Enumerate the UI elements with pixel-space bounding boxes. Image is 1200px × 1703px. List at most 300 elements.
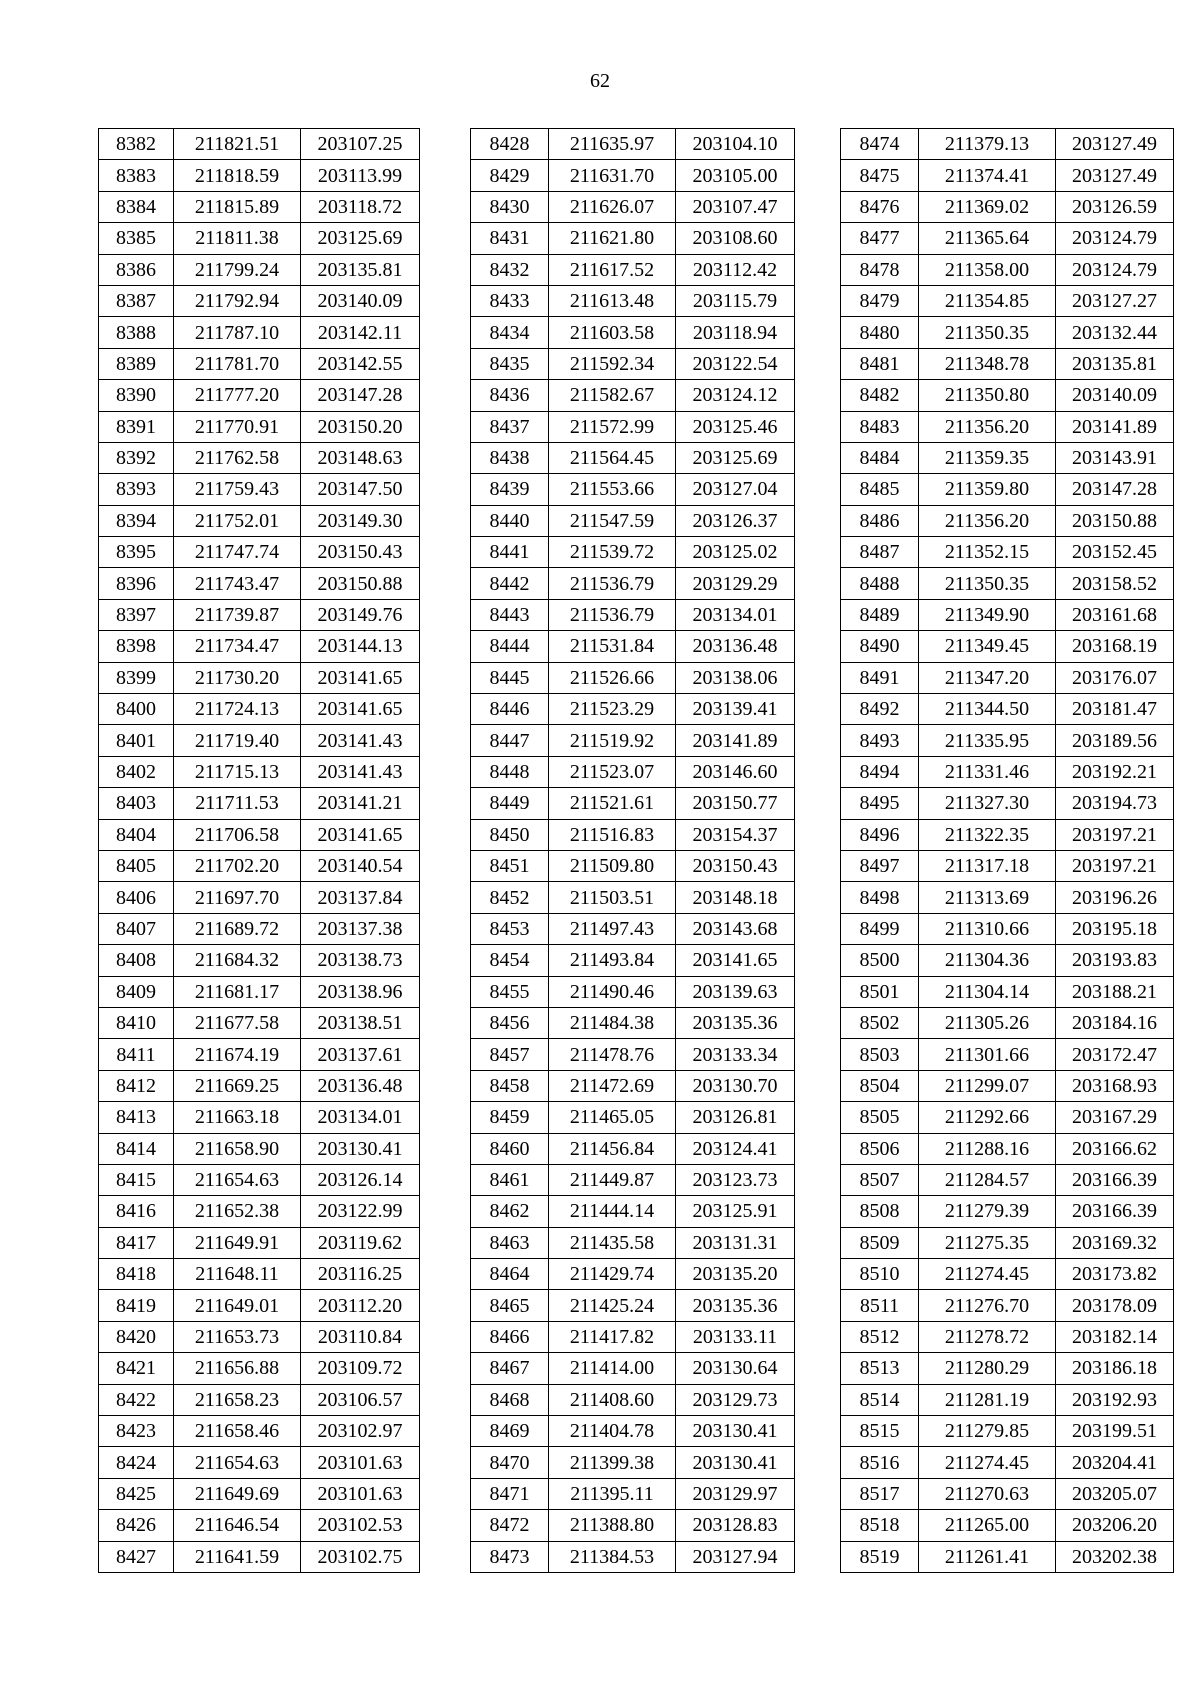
point-number-cell: 8501 [841,976,919,1007]
table-row [841,725,1174,756]
table-row [99,1447,420,1478]
x-coordinate-cell: 211759.43 [174,474,301,505]
table-row [471,850,795,881]
table-row [99,1290,420,1321]
x-coordinate-cell: 211350.35 [919,568,1056,599]
y-coordinate-cell: 203115.79 [676,285,795,316]
table-row [99,442,420,473]
x-coordinate-cell: 211519.92 [549,725,676,756]
table-row [99,1133,420,1164]
point-number-cell: 8456 [471,1007,549,1038]
y-coordinate-cell: 203141.65 [301,662,420,693]
y-coordinate-cell: 203130.64 [676,1353,795,1384]
table-row [841,1102,1174,1133]
table-row [99,223,420,254]
point-number-cell: 8412 [99,1070,174,1101]
y-coordinate-cell: 203205.07 [1056,1478,1174,1509]
y-coordinate-cell: 203133.11 [676,1321,795,1352]
table-row [99,254,420,285]
y-coordinate-cell: 203204.41 [1056,1447,1174,1478]
table-row [471,1321,795,1352]
x-coordinate-cell: 211317.18 [919,850,1056,881]
point-number-cell: 8512 [841,1321,919,1352]
table-row [99,819,420,850]
point-number-cell: 8385 [99,223,174,254]
x-coordinate-cell: 211331.46 [919,756,1056,787]
point-number-cell: 8508 [841,1196,919,1227]
x-coordinate-cell: 211613.48 [549,285,676,316]
x-coordinate-cell: 211404.78 [549,1416,676,1447]
table-row [471,694,795,725]
y-coordinate-cell: 203150.88 [1056,505,1174,536]
y-coordinate-cell: 203118.94 [676,317,795,348]
point-number-cell: 8401 [99,725,174,756]
table-row [99,1384,420,1415]
x-coordinate-cell: 211359.80 [919,474,1056,505]
x-coordinate-cell: 211649.91 [174,1227,301,1258]
x-coordinate-cell: 211444.14 [549,1196,676,1227]
x-coordinate-cell: 211352.15 [919,537,1056,568]
table-row [99,160,420,191]
y-coordinate-cell: 203150.77 [676,788,795,819]
x-coordinate-cell: 211347.20 [919,662,1056,693]
x-coordinate-cell: 211274.45 [919,1259,1056,1290]
y-coordinate-cell: 203136.48 [676,631,795,662]
x-coordinate-cell: 211626.07 [549,191,676,222]
point-number-cell: 8426 [99,1510,174,1541]
point-number-cell: 8484 [841,442,919,473]
point-number-cell: 8410 [99,1007,174,1038]
point-number-cell: 8402 [99,756,174,787]
point-number-cell: 8398 [99,631,174,662]
y-coordinate-cell: 203142.55 [301,348,420,379]
point-number-cell: 8396 [99,568,174,599]
y-coordinate-cell: 203158.52 [1056,568,1174,599]
y-coordinate-cell: 203193.83 [1056,945,1174,976]
point-number-cell: 8479 [841,285,919,316]
y-coordinate-cell: 203124.41 [676,1133,795,1164]
table-row [99,882,420,913]
point-number-cell: 8482 [841,380,919,411]
table-row [471,756,795,787]
x-coordinate-cell: 211493.84 [549,945,676,976]
table-row [841,1510,1174,1541]
table-row [99,380,420,411]
y-coordinate-cell: 203148.63 [301,442,420,473]
point-number-cell: 8480 [841,317,919,348]
x-coordinate-cell: 211799.24 [174,254,301,285]
point-number-cell: 8417 [99,1227,174,1258]
x-coordinate-cell: 211301.66 [919,1039,1056,1070]
point-number-cell: 8452 [471,882,549,913]
y-coordinate-cell: 203130.41 [676,1447,795,1478]
y-coordinate-cell: 203124.79 [1056,254,1174,285]
y-coordinate-cell: 203135.20 [676,1259,795,1290]
table-row [99,505,420,536]
y-coordinate-cell: 203141.65 [676,945,795,976]
point-number-cell: 8422 [99,1384,174,1415]
y-coordinate-cell: 203135.81 [1056,348,1174,379]
table-row [471,1227,795,1258]
point-number-cell: 8395 [99,537,174,568]
point-number-cell: 8423 [99,1416,174,1447]
point-number-cell: 8418 [99,1259,174,1290]
table-row [99,1164,420,1195]
point-number-cell: 8416 [99,1196,174,1227]
point-number-cell: 8481 [841,348,919,379]
x-coordinate-cell: 211531.84 [549,631,676,662]
table-row [841,285,1174,316]
y-coordinate-cell: 203128.83 [676,1510,795,1541]
y-coordinate-cell: 203141.89 [1056,411,1174,442]
x-coordinate-cell: 211719.40 [174,725,301,756]
table-row [99,1478,420,1509]
y-coordinate-cell: 203141.65 [301,694,420,725]
table-row [471,537,795,568]
point-number-cell: 8445 [471,662,549,693]
point-number-cell: 8478 [841,254,919,285]
table-row [841,1164,1174,1195]
x-coordinate-cell: 211711.53 [174,788,301,819]
point-number-cell: 8465 [471,1290,549,1321]
table-row [471,788,795,819]
y-coordinate-cell: 203125.69 [301,223,420,254]
point-number-cell: 8429 [471,160,549,191]
y-coordinate-cell: 203134.01 [301,1102,420,1133]
table-row [841,505,1174,536]
point-number-cell: 8407 [99,913,174,944]
y-coordinate-cell: 203136.48 [301,1070,420,1101]
point-number-cell: 8471 [471,1478,549,1509]
x-coordinate-cell: 211350.35 [919,317,1056,348]
x-coordinate-cell: 211787.10 [174,317,301,348]
x-coordinate-cell: 211490.46 [549,976,676,1007]
point-number-cell: 8476 [841,191,919,222]
x-coordinate-cell: 211617.52 [549,254,676,285]
point-number-cell: 8474 [841,129,919,160]
x-coordinate-cell: 211523.07 [549,756,676,787]
table-row [471,442,795,473]
y-coordinate-cell: 203169.32 [1056,1227,1174,1258]
x-coordinate-cell: 211752.01 [174,505,301,536]
table-row [841,442,1174,473]
y-coordinate-cell: 203197.21 [1056,850,1174,881]
table-row [99,568,420,599]
x-coordinate-cell: 211777.20 [174,380,301,411]
point-number-cell: 8415 [99,1164,174,1195]
y-coordinate-cell: 203197.21 [1056,819,1174,850]
table-row [99,191,420,222]
x-coordinate-cell: 211706.58 [174,819,301,850]
point-number-cell: 8485 [841,474,919,505]
x-coordinate-cell: 211674.19 [174,1039,301,1070]
point-number-cell: 8492 [841,694,919,725]
table-row [471,1510,795,1541]
table-row [99,1070,420,1101]
point-number-cell: 8383 [99,160,174,191]
point-number-cell: 8382 [99,129,174,160]
table-row [471,317,795,348]
table-row [471,945,795,976]
y-coordinate-cell: 203110.84 [301,1321,420,1352]
y-coordinate-cell: 203101.63 [301,1478,420,1509]
point-number-cell: 8483 [841,411,919,442]
point-number-cell: 8491 [841,662,919,693]
point-number-cell: 8499 [841,913,919,944]
table-row [841,411,1174,442]
point-number-cell: 8394 [99,505,174,536]
point-number-cell: 8507 [841,1164,919,1195]
coordinate-table-3 [840,128,1174,1573]
table-row [99,788,420,819]
x-coordinate-cell: 211684.32 [174,945,301,976]
table-row [471,505,795,536]
y-coordinate-cell: 203126.81 [676,1102,795,1133]
table-row [841,1416,1174,1447]
table-row [99,1321,420,1352]
x-coordinate-cell: 211305.26 [919,1007,1056,1038]
y-coordinate-cell: 203107.47 [676,191,795,222]
point-number-cell: 8516 [841,1447,919,1478]
x-coordinate-cell: 211484.38 [549,1007,676,1038]
coordinate-table-1 [98,128,420,1573]
y-coordinate-cell: 203112.20 [301,1290,420,1321]
x-coordinate-cell: 211653.73 [174,1321,301,1352]
table-row [99,1196,420,1227]
x-coordinate-cell: 211395.11 [549,1478,676,1509]
y-coordinate-cell: 203192.21 [1056,756,1174,787]
point-number-cell: 8413 [99,1102,174,1133]
x-coordinate-cell: 211322.35 [919,819,1056,850]
y-coordinate-cell: 203166.39 [1056,1196,1174,1227]
table-row [99,317,420,348]
point-number-cell: 8502 [841,1007,919,1038]
table-row [471,285,795,316]
x-coordinate-cell: 211697.70 [174,882,301,913]
point-number-cell: 8469 [471,1416,549,1447]
table-row [841,882,1174,913]
point-number-cell: 8472 [471,1510,549,1541]
y-coordinate-cell: 203202.38 [1056,1541,1174,1572]
x-coordinate-cell: 211770.91 [174,411,301,442]
table-row [841,1353,1174,1384]
table-row [841,1321,1174,1352]
x-coordinate-cell: 211356.20 [919,505,1056,536]
point-number-cell: 8446 [471,694,549,725]
x-coordinate-cell: 211335.95 [919,725,1056,756]
point-number-cell: 8450 [471,819,549,850]
y-coordinate-cell: 203141.21 [301,788,420,819]
y-coordinate-cell: 203178.09 [1056,1290,1174,1321]
x-coordinate-cell: 211646.54 [174,1510,301,1541]
y-coordinate-cell: 203139.41 [676,694,795,725]
x-coordinate-cell: 211818.59 [174,160,301,191]
point-number-cell: 8424 [99,1447,174,1478]
x-coordinate-cell: 211425.24 [549,1290,676,1321]
x-coordinate-cell: 211526.66 [549,662,676,693]
table-row [841,631,1174,662]
point-number-cell: 8470 [471,1447,549,1478]
point-number-cell: 8439 [471,474,549,505]
table-row [471,254,795,285]
x-coordinate-cell: 211821.51 [174,129,301,160]
point-number-cell: 8496 [841,819,919,850]
x-coordinate-cell: 211603.58 [549,317,676,348]
table-row [471,599,795,630]
x-coordinate-cell: 211359.35 [919,442,1056,473]
x-coordinate-cell: 211429.74 [549,1259,676,1290]
y-coordinate-cell: 203186.18 [1056,1353,1174,1384]
table-row [841,1290,1174,1321]
table-row [841,223,1174,254]
y-coordinate-cell: 203122.54 [676,348,795,379]
y-coordinate-cell: 203124.79 [1056,223,1174,254]
y-coordinate-cell: 203166.62 [1056,1133,1174,1164]
point-number-cell: 8518 [841,1510,919,1541]
y-coordinate-cell: 203146.60 [676,756,795,787]
y-coordinate-cell: 203119.62 [301,1227,420,1258]
point-number-cell: 8457 [471,1039,549,1070]
point-number-cell: 8514 [841,1384,919,1415]
table-row [471,1164,795,1195]
point-number-cell: 8427 [99,1541,174,1572]
x-coordinate-cell: 211261.41 [919,1541,1056,1572]
table-row [841,694,1174,725]
table-row [471,1541,795,1572]
x-coordinate-cell: 211284.57 [919,1164,1056,1195]
y-coordinate-cell: 203188.21 [1056,976,1174,1007]
point-number-cell: 8489 [841,599,919,630]
y-coordinate-cell: 203125.69 [676,442,795,473]
y-coordinate-cell: 203116.25 [301,1259,420,1290]
table-row [471,129,795,160]
y-coordinate-cell: 203150.43 [676,850,795,881]
point-number-cell: 8408 [99,945,174,976]
table-row [841,1070,1174,1101]
table-row [471,160,795,191]
y-coordinate-cell: 203147.28 [301,380,420,411]
y-coordinate-cell: 203150.88 [301,568,420,599]
y-coordinate-cell: 203138.51 [301,1007,420,1038]
table-row [99,129,420,160]
table-row [841,788,1174,819]
point-number-cell: 8513 [841,1353,919,1384]
table-row [99,976,420,1007]
point-number-cell: 8460 [471,1133,549,1164]
x-coordinate-cell: 211327.30 [919,788,1056,819]
point-number-cell: 8455 [471,976,549,1007]
point-number-cell: 8436 [471,380,549,411]
y-coordinate-cell: 203147.28 [1056,474,1174,505]
x-coordinate-cell: 211281.19 [919,1384,1056,1415]
x-coordinate-cell: 211279.39 [919,1196,1056,1227]
y-coordinate-cell: 203154.37 [676,819,795,850]
y-coordinate-cell: 203134.01 [676,599,795,630]
table-row [841,317,1174,348]
x-coordinate-cell: 211658.23 [174,1384,301,1415]
table-row [471,662,795,693]
table-row [471,1196,795,1227]
table-row [471,1133,795,1164]
x-coordinate-cell: 211762.58 [174,442,301,473]
y-coordinate-cell: 203194.73 [1056,788,1174,819]
y-coordinate-cell: 203137.84 [301,882,420,913]
y-coordinate-cell: 203125.91 [676,1196,795,1227]
x-coordinate-cell: 211435.58 [549,1227,676,1258]
table-row [471,1290,795,1321]
point-number-cell: 8510 [841,1259,919,1290]
table-row [841,850,1174,881]
x-coordinate-cell: 211547.59 [549,505,676,536]
point-number-cell: 8409 [99,976,174,1007]
point-number-cell: 8392 [99,442,174,473]
point-number-cell: 8495 [841,788,919,819]
table-row [471,882,795,913]
y-coordinate-cell: 203130.70 [676,1070,795,1101]
point-number-cell: 8467 [471,1353,549,1384]
y-coordinate-cell: 203141.43 [301,756,420,787]
point-number-cell: 8509 [841,1227,919,1258]
table-row [841,1384,1174,1415]
point-number-cell: 8454 [471,945,549,976]
x-coordinate-cell: 211730.20 [174,662,301,693]
x-coordinate-cell: 211631.70 [549,160,676,191]
table-row [99,945,420,976]
table-row [841,1447,1174,1478]
x-coordinate-cell: 211384.53 [549,1541,676,1572]
table-row [471,1447,795,1478]
table-row [841,945,1174,976]
y-coordinate-cell: 203206.20 [1056,1510,1174,1541]
y-coordinate-cell: 203139.63 [676,976,795,1007]
table-row [471,1384,795,1415]
point-number-cell: 8477 [841,223,919,254]
point-number-cell: 8404 [99,819,174,850]
point-number-cell: 8447 [471,725,549,756]
x-coordinate-cell: 211663.18 [174,1102,301,1133]
point-number-cell: 8449 [471,788,549,819]
table-row [99,850,420,881]
point-number-cell: 8515 [841,1416,919,1447]
x-coordinate-cell: 211465.05 [549,1102,676,1133]
table-row [471,725,795,756]
x-coordinate-cell: 211521.61 [549,788,676,819]
table-row [99,1259,420,1290]
y-coordinate-cell: 203113.99 [301,160,420,191]
y-coordinate-cell: 203150.20 [301,411,420,442]
y-coordinate-cell: 203130.41 [676,1416,795,1447]
y-coordinate-cell: 203138.06 [676,662,795,693]
x-coordinate-cell: 211365.64 [919,223,1056,254]
point-number-cell: 8397 [99,599,174,630]
x-coordinate-cell: 211536.79 [549,599,676,630]
y-coordinate-cell: 203135.81 [301,254,420,285]
x-coordinate-cell: 211677.58 [174,1007,301,1038]
table-row [99,1541,420,1572]
y-coordinate-cell: 203168.19 [1056,631,1174,662]
table-row [841,1478,1174,1509]
x-coordinate-cell: 211582.67 [549,380,676,411]
y-coordinate-cell: 203141.43 [301,725,420,756]
x-coordinate-cell: 211310.66 [919,913,1056,944]
point-number-cell: 8505 [841,1102,919,1133]
x-coordinate-cell: 211564.45 [549,442,676,473]
table-row [471,474,795,505]
x-coordinate-cell: 211350.80 [919,380,1056,411]
point-number-cell: 8411 [99,1039,174,1070]
point-number-cell: 8451 [471,850,549,881]
x-coordinate-cell: 211279.85 [919,1416,1056,1447]
